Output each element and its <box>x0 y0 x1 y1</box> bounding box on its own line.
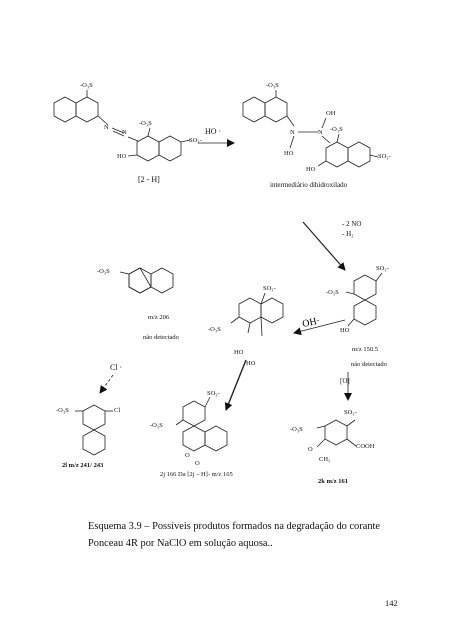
ho-p1505: HO <box>340 327 350 334</box>
ho-radical-label: HO · <box>205 127 222 136</box>
figure-caption: Esquema 3.9 – Possíveis produtos formados na degradação do corante Ponceau 4R por NaClO em solução aquosa.. <box>88 521 381 549</box>
so3-p206: -O₃S <box>97 268 110 275</box>
cooh-2k: COOH <box>356 443 375 450</box>
arrow-cl <box>100 375 113 393</box>
p2l-structure <box>75 405 113 455</box>
o-2j-1: O <box>185 452 190 459</box>
p2j-structure <box>176 397 227 451</box>
p206-status: não detectado <box>143 334 179 341</box>
so3-int-top: -O₃S <box>266 82 279 89</box>
so3-int-right: SO₃- <box>378 153 391 160</box>
so3-2k-top: SO₃- <box>344 409 357 416</box>
p206-structure <box>120 268 173 293</box>
so3-dye-right: SO₃- <box>189 137 202 144</box>
so3-2k-left: -O₃S <box>290 426 303 433</box>
n-azo-2: N <box>122 129 127 136</box>
p1505-mz: m/z 150.5 <box>352 346 378 353</box>
ho-center-2: HO <box>246 360 256 367</box>
dye-structure <box>54 90 190 161</box>
so3-2l: -O₃S <box>56 407 69 414</box>
p2k-structure <box>317 420 356 447</box>
cl-2l: Cl <box>114 407 121 414</box>
ch3-2k: CH₃ <box>319 456 331 463</box>
n-int-2: N <box>318 129 323 136</box>
p1505-status: não detectado <box>351 361 387 368</box>
o-2k: O <box>308 446 313 453</box>
loss-h2-label: - H₂ <box>342 230 354 238</box>
ho-int-2: HO <box>306 166 316 173</box>
so3-center-top: SO₃- <box>263 285 276 292</box>
ho-dye: HO <box>117 153 127 160</box>
n-azo-1: N <box>104 124 109 131</box>
so3-2j-left: -O₃S <box>150 422 163 429</box>
p1505-structure <box>346 273 382 326</box>
intermediate-label: intermediário dihidroxilado <box>270 181 348 189</box>
ho-int-1: HO <box>284 150 294 157</box>
loss-no-label: - 2 NO <box>342 220 362 228</box>
so3-center-left: -O₃S <box>208 326 221 333</box>
so3-p1505-left: -O₃S <box>326 289 339 296</box>
so3-dye-top: -O₃S <box>80 82 93 89</box>
so3-p1505-top: SO₃- <box>376 265 389 272</box>
so3-dye-mid: -O₃S <box>139 120 152 127</box>
oh-radical-label: OH· <box>301 315 322 330</box>
p2k-label: 2k m/z 161 <box>318 478 348 485</box>
cl-radical-label: Cl · <box>110 363 123 372</box>
n-int-1: N <box>290 129 295 136</box>
so3-2j-top: SO₃- <box>207 390 220 397</box>
p2j-label: 2j 166 Da [2j – H]- m/z 165 <box>160 471 233 478</box>
so3-int-mid: -O₃S <box>330 126 343 133</box>
o-2j-2: O <box>195 460 200 467</box>
intermediate-structure <box>243 90 378 167</box>
page-number: 142 <box>385 598 398 608</box>
p206-mz: m/z 206 <box>148 314 170 321</box>
oh-int: OH <box>326 110 336 117</box>
oxidation-label: [O] <box>340 377 350 385</box>
arrow-2j <box>226 360 246 410</box>
ho-center: HO <box>234 349 244 356</box>
dye-label: [2 - H] <box>138 175 160 184</box>
center-structure <box>231 293 283 336</box>
p2l-label: 2l m/z 241/ 243 <box>62 462 104 469</box>
arrow-loss <box>303 222 345 270</box>
